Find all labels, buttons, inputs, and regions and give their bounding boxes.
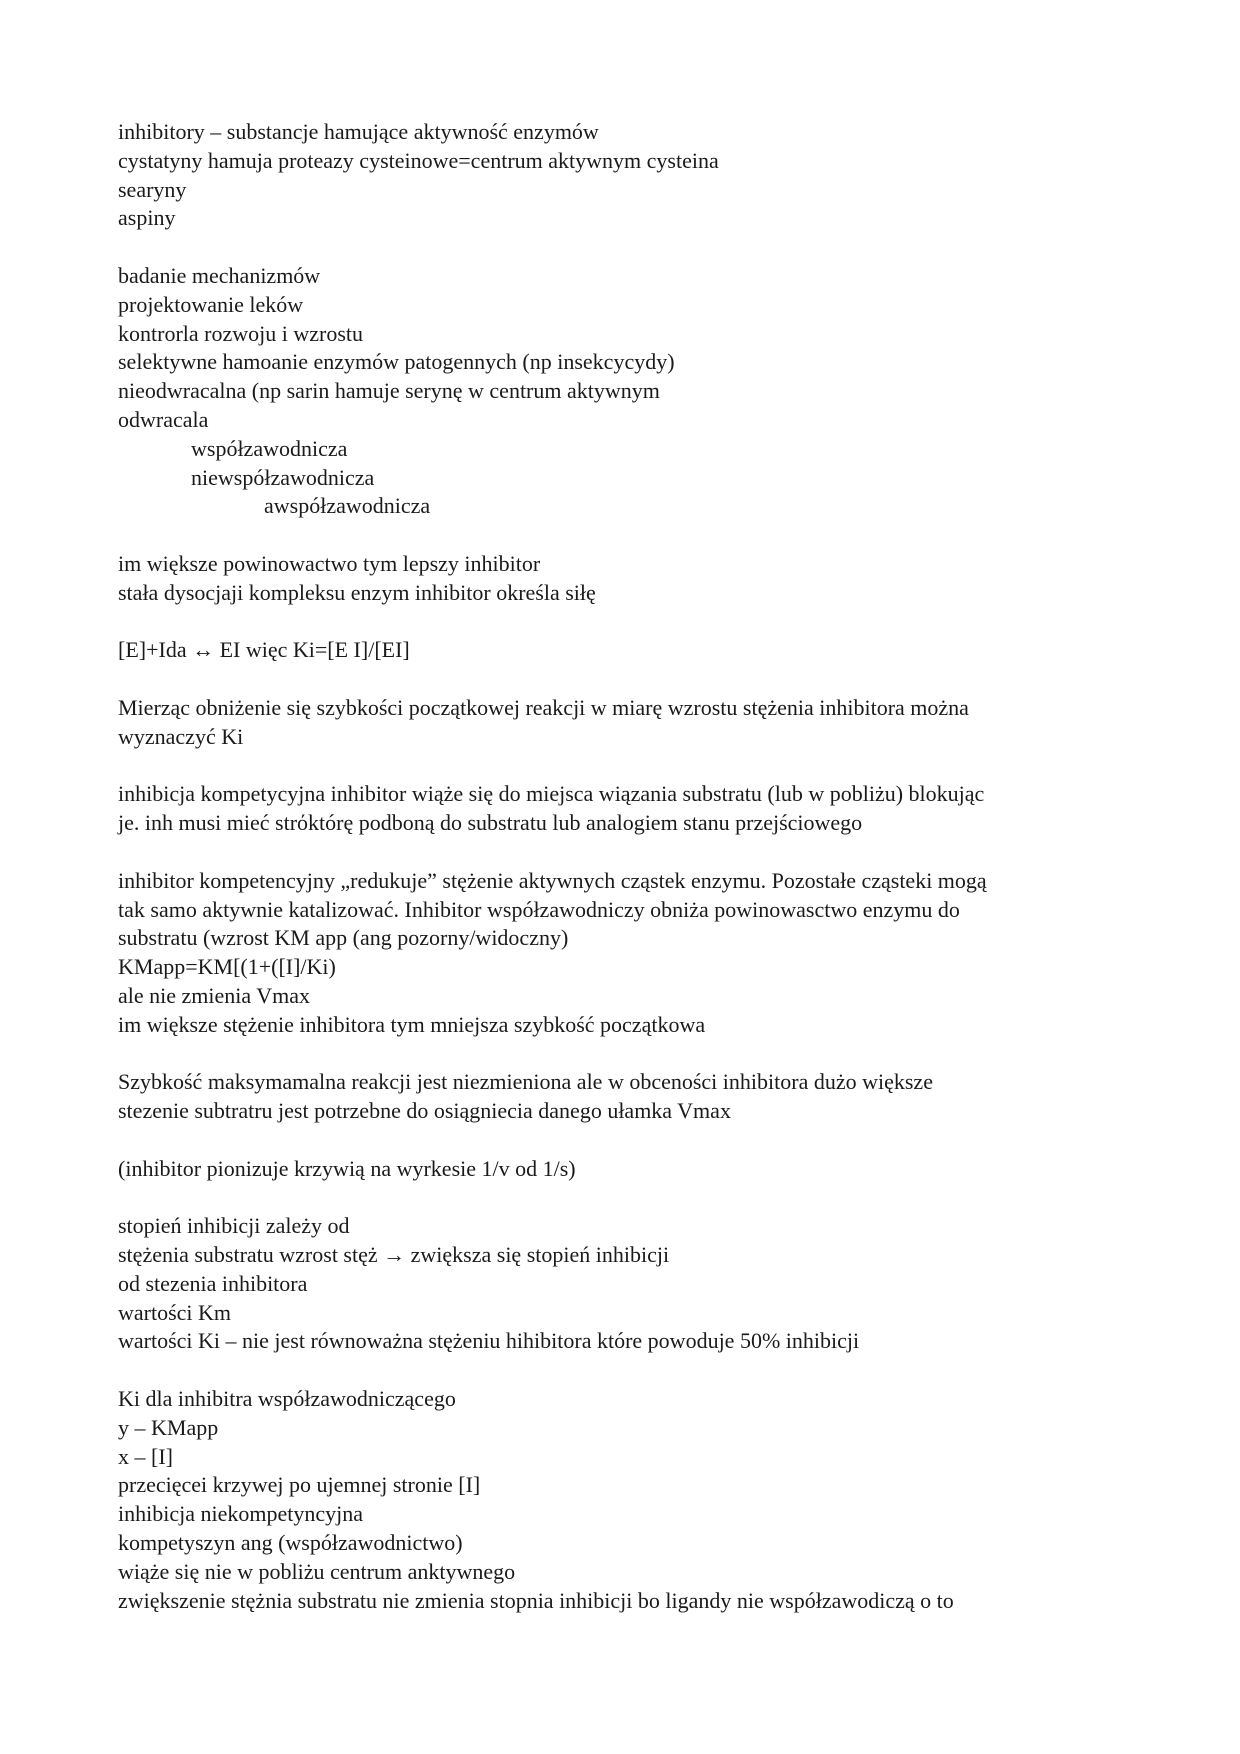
text-line: stała dysocjaji kompleksu enzym inhibitor określa siłę	[118, 579, 596, 605]
text-line: kontrorla rozwoju i wzrostu	[118, 320, 363, 346]
paragraph-gap	[118, 752, 1128, 781]
text-line: stezenie subtratru jest potrzebne do osiągniecia danego ułamka Vmax	[118, 1098, 731, 1124]
text-line: stopień inhibicji zależy od	[118, 1213, 350, 1239]
text-line: od stezenia inhibitora	[118, 1270, 308, 1296]
indented-text-line: niewspółzawodnicza	[191, 464, 375, 490]
text-line: y – KMapp	[118, 1414, 219, 1440]
text-line: badanie mechanizmów	[118, 262, 321, 288]
text-line: ale nie zmienia Vmax	[118, 982, 311, 1008]
paragraph-gap	[118, 233, 1128, 262]
text-line: searyny	[118, 176, 187, 202]
paragraph-gap	[118, 838, 1128, 867]
indented-text-line: współzawodnicza	[191, 435, 348, 461]
text-line: stężenia substratu wzrost stęż → zwiększa się stopień inhibicji	[118, 1242, 670, 1268]
text-line: wiąże się nie w pobliżu centrum anktywnego	[118, 1558, 516, 1584]
text-line: nieodwracalna (np sarin hamuje serynę w centrum aktywnym	[118, 378, 660, 404]
text-line: je. inh musi mieć strόktórę podboną do substratu lub analogiem stanu przejściowego	[118, 810, 863, 836]
paragraph-gap	[118, 1040, 1128, 1069]
text-line: aspiny	[118, 205, 176, 231]
text-line: kompetyszyn ang (współzawodnictwo)	[118, 1530, 463, 1556]
text-line: wyznaczyć Ki	[118, 723, 244, 749]
text-line: zwiększenie stężnia substratu nie zmienia stopnia inhibicji bo ligandy nie współzawodiczą o to	[118, 1587, 954, 1613]
text-line: Szybkość maksymamalna reakcji jest niezmieniona ale w obceności inhibitora dużo większe	[118, 1069, 933, 1095]
text-line: wartości Km	[118, 1299, 232, 1325]
text-line: (inhibitor pionizuje krzywią na wyrkesie 1/v od 1/s)	[118, 1155, 576, 1181]
text-line: Mierząc obniżenie się szybkości początkowej reakcji w miarę wzrostu stężenia inhibitora można	[118, 694, 969, 720]
equation-line: [E]+Ida ↔ EI więc Ki=[E I]/[EI]	[118, 637, 410, 663]
paragraph-gap	[118, 521, 1128, 550]
document-body	[118, 118, 1128, 1615]
text-line: substratu (wzrost KM app (ang pozorny/widoczny)	[118, 925, 569, 951]
paragraph-gap	[118, 1356, 1128, 1385]
text-line: tak samo aktywnie katalizować. Inhibitor współzawodniczy obniża powinowasctwo enzymu do	[118, 896, 960, 922]
text-line: inhibicja niekompetyncyjna	[118, 1501, 363, 1527]
text-line: x – [I]	[118, 1443, 173, 1469]
paragraph-gap	[118, 665, 1128, 694]
text-line: Ki dla inhibitra współzawodniczącego	[118, 1386, 456, 1412]
paragraph-gap	[118, 1126, 1128, 1155]
text-line: inhibitor kompetencyjny „redukuje” stężenie aktywnych cząstek enzymu. Pozostałe cząsteki mogą	[118, 867, 987, 893]
text-line: im większe powinowactwo tym lepszy inhibitor	[118, 550, 541, 576]
text-line: inhibicja kompetycyjna inhibitor wiąże się do miejsca wiązania substratu (lub w pobliżu) blokując	[118, 781, 985, 807]
text-line: cystatyny hamuja proteazy cysteinowe=centrum aktywnym cysteina	[118, 147, 719, 173]
text-line: im większe stężenie inhibitora tym mniejsza szybkość początkowa	[118, 1011, 706, 1037]
text-line: przecięcei krzywej po ujemnej stronie [I]	[118, 1472, 481, 1498]
text-line: selektywne hamoanie enzymów patogennych (np insekcycydy)	[118, 349, 675, 375]
paragraph-gap	[118, 608, 1128, 637]
text-line: projektowanie leków	[118, 291, 304, 317]
text-line: odwracala	[118, 406, 209, 432]
indented-text-line: awspółzawodnicza	[264, 493, 431, 519]
paragraph-gap	[118, 1183, 1128, 1212]
text-line: wartości Ki – nie jest równoważna stężeniu hihibitora które powoduje 50% inhibicji	[118, 1328, 860, 1354]
text-line: inhibitory – substancje hamujące aktywność enzymów	[118, 119, 599, 144]
equation-line: KMapp=KM[(1+([I]/Ki)	[118, 954, 336, 980]
